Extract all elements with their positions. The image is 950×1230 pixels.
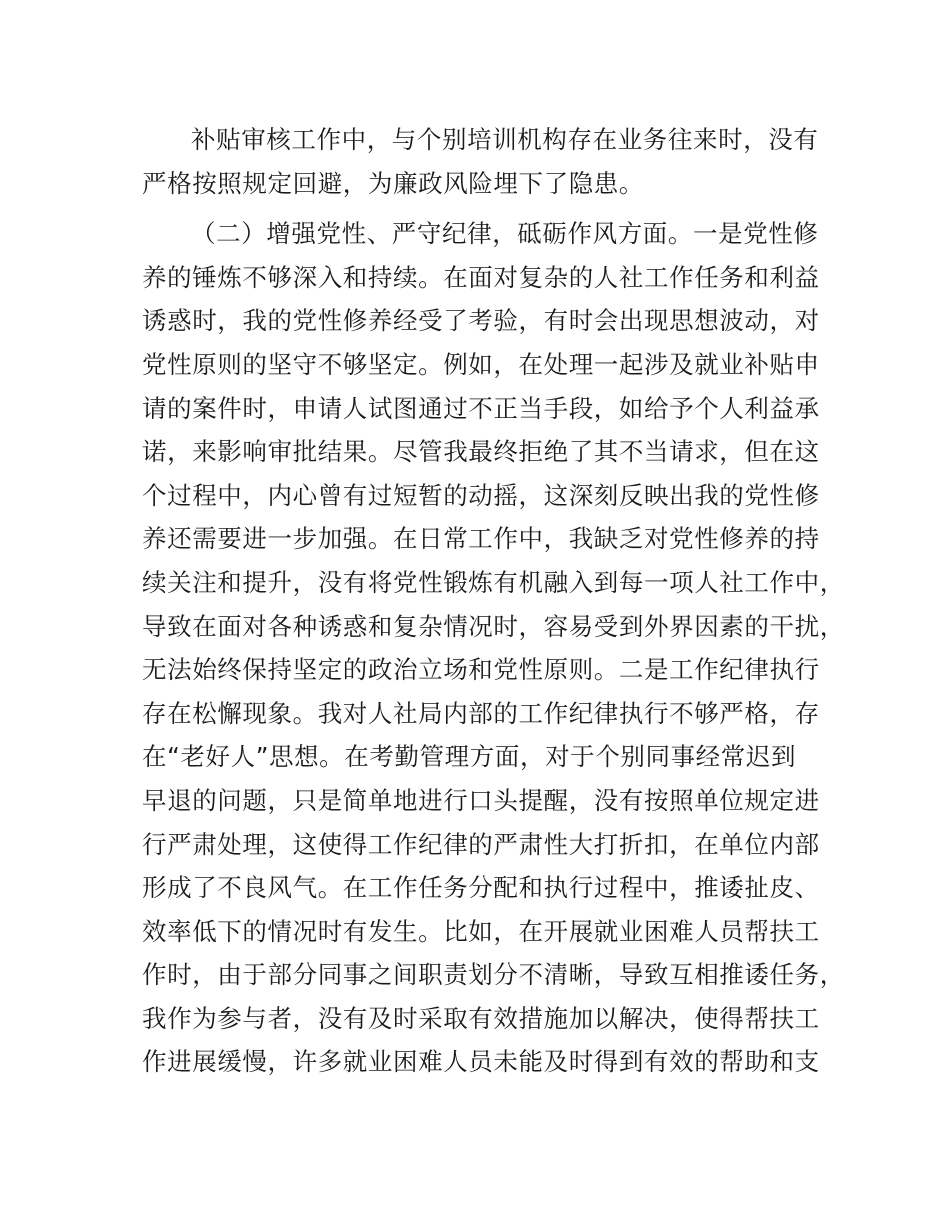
text-line: 续关注和提升，没有将党性锻炼有机融入到每一项人社工作中，	[142, 567, 845, 597]
text-line: 作时，由于部分同事之间职责划分不清晰，导致互相推诿任务，	[142, 960, 845, 990]
text-line: 效率低下的情况时有发生。比如，在开展就业困难人员帮扶工	[142, 916, 820, 946]
text-line: 导致在面对各种诱惑和复杂情况时，容易受到外界因素的干扰，	[142, 611, 845, 641]
text-line: 补贴审核工作中，与个别培训机构存在业务往来时，没有	[191, 125, 819, 154]
text-line: 无法始终保持坚定的政治立场和党性原则。二是工作纪律执行	[142, 655, 820, 685]
text-line: 行严肃处理，这使得工作纪律的严肃性大打折扣，在单位内部	[142, 829, 820, 859]
text-line: 作进展缓慢，许多就业困难人员未能及时得到有效的帮助和支	[142, 1047, 820, 1077]
body-text	[142, 118, 845, 1084]
text-line: 早退的问题，只是简单地进行口头提醒，没有按照单位规定进	[142, 785, 820, 815]
text-line: 个过程中，内心曾有过短暂的动摇，这深刻反映出我的党性修	[142, 480, 820, 510]
text-line: 党性原则的坚守不够坚定。例如，在处理一起涉及就业补贴申	[142, 349, 820, 379]
text-line: 诱惑时，我的党性修养经受了考验，有时会出现思想波动，对	[142, 306, 820, 336]
text-line: 请的案件时，申请人试图通过不正当手段，如给予个人利益承	[142, 393, 820, 423]
text-line: （二）增强党性、严守纪律，砥砺作风方面。一是党性修	[191, 219, 819, 249]
text-line: 严格按照规定回避，为廉政风险埋下了隐患。	[142, 168, 644, 198]
text-line: 我作为参与者，没有及时采取有效措施加以解决，使得帮扶工	[142, 1003, 820, 1033]
text-line: 在“老好人”思想。在考勤管理方面，对于个别同事经常迟到	[142, 742, 797, 772]
text-line: 存在松懈现象。我对人社局内部的工作纪律执行不够严格，存	[142, 698, 820, 728]
text-line: 诺，来影响审批结果。尽管我最终拒绝了其不当请求，但在这	[142, 437, 820, 467]
text-line: 养还需要进一步加强。在日常工作中，我缺乏对党性修养的持	[142, 524, 820, 554]
text-line: 形成了不良风气。在工作任务分配和执行过程中，推诿扯皮、	[142, 873, 820, 903]
text-line: 养的锤炼不够深入和持续。在面对复杂的人社工作任务和利益	[142, 262, 820, 292]
